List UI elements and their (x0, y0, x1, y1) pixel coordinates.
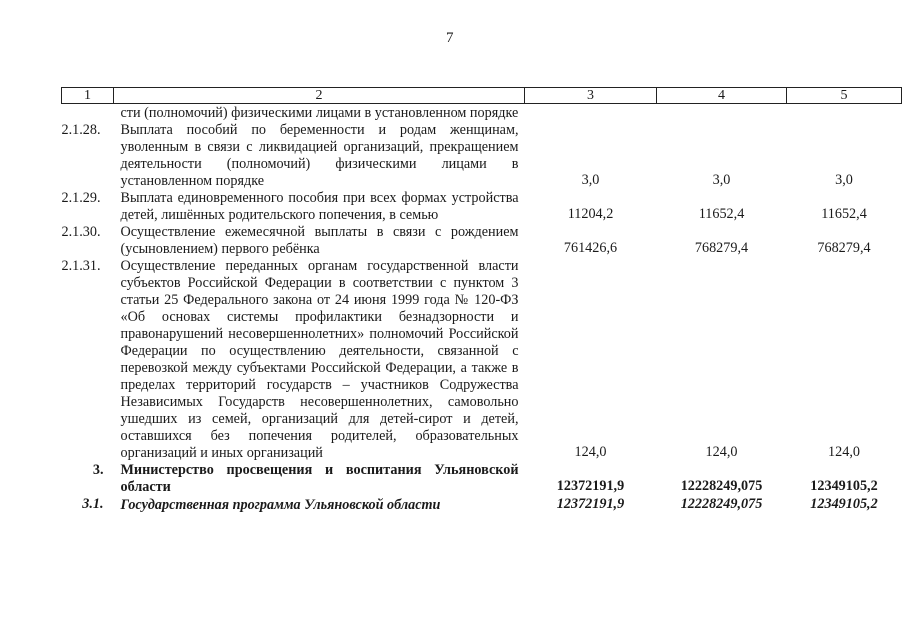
row-value-3 (525, 104, 657, 123)
table-row-ministry (62, 462, 902, 496)
row-text: сти (полномочий) физическими лицами в установленном порядке (120, 105, 519, 121)
row-value-3: 12372191,9 (556, 478, 625, 494)
row-value-5: 12349105,2 (810, 478, 878, 494)
header-col-3: 3 (525, 88, 657, 104)
header-col-2: 2 (114, 88, 525, 104)
row-number: 2.1.30. (61, 224, 101, 240)
row-value-4: 768279,4 (694, 240, 749, 256)
row-value-4: 11652,4 (698, 206, 745, 222)
row-text: Выплата единовременного пособия при всех формах устройства детей, лишённых родительского попечения, в семью (120, 190, 519, 223)
table-row (62, 122, 902, 190)
row-value-3: 12372191,9 (556, 496, 625, 512)
table-body (62, 104, 902, 515)
row-value-4 (657, 104, 787, 123)
header-col-5: 5 (787, 88, 902, 104)
row-number: 2.1.29. (61, 190, 101, 206)
row-value-4: 124,0 (705, 444, 738, 460)
row-text: Осуществление ежемесячной выплаты в связи с рождением (усыновлением) первого ребёнка (120, 224, 519, 257)
row-value-5: 11652,4 (821, 206, 867, 222)
row-value-4: 12228249,075 (680, 478, 763, 494)
row-text: Министерство просвещения и воспитания Ульяновской области (120, 462, 519, 495)
budget-table (61, 87, 902, 514)
row-value-4: 12228249,075 (680, 496, 763, 512)
row-number: 3.1. (82, 496, 104, 512)
header-row (62, 88, 902, 104)
row-number (62, 104, 114, 123)
table-row (62, 104, 902, 123)
row-value-3: 3,0 (581, 172, 600, 188)
row-value-3: 761426,6 (563, 240, 618, 256)
table-row-program (62, 496, 902, 514)
page-number: 7 (446, 30, 454, 46)
row-text: Государственная программа Ульяновской области (120, 497, 441, 513)
header-col-1: 1 (62, 88, 114, 104)
row-value-3: 11204,2 (567, 206, 614, 222)
row-text: Выплата пособий по беременности и родам женщинам, уволенным в связи с ликвидацией организаций, прекращением деятельности (полномочий) физическими лицами в установленном порядке (120, 122, 519, 189)
row-value-5: 3,0 (835, 172, 853, 188)
row-text: Осуществление переданных органам государственной власти субъектов Российской Федерации в соответствии с пунктом 3 статьи 25 Федерального закона от 24 июня 1999 года № 120-ФЗ «Об основах системы профилактики безнадзорности и правонарушений несовершеннолетних» полномочий Российской Федерации по осуществлению деятельности, связанной с перевозкой между субъектами Российской Федерации, а также в пределах территорий государств – участников Содружества Независимых Государств несовершеннолетних, самовольно ушедших из семей, организаций для детей-сирот и детей, оставшихся без попечения родителей, образовательных организаций и иных организаций (120, 258, 519, 461)
table-row (62, 224, 902, 258)
row-value-4: 3,0 (712, 172, 731, 188)
row-value-3: 124,0 (574, 444, 607, 460)
row-number: 2.1.31. (61, 258, 101, 274)
row-number: 2.1.28. (61, 122, 101, 138)
header-col-4: 4 (657, 88, 787, 104)
row-value-5: 768279,4 (817, 240, 871, 256)
row-number: 3. (92, 462, 104, 478)
row-value-5: 124,0 (828, 444, 860, 460)
table-header (62, 88, 902, 104)
row-value-5 (787, 104, 902, 123)
table-row (62, 258, 902, 462)
row-value-5: 12349105,2 (810, 496, 878, 512)
table-row (62, 190, 902, 224)
